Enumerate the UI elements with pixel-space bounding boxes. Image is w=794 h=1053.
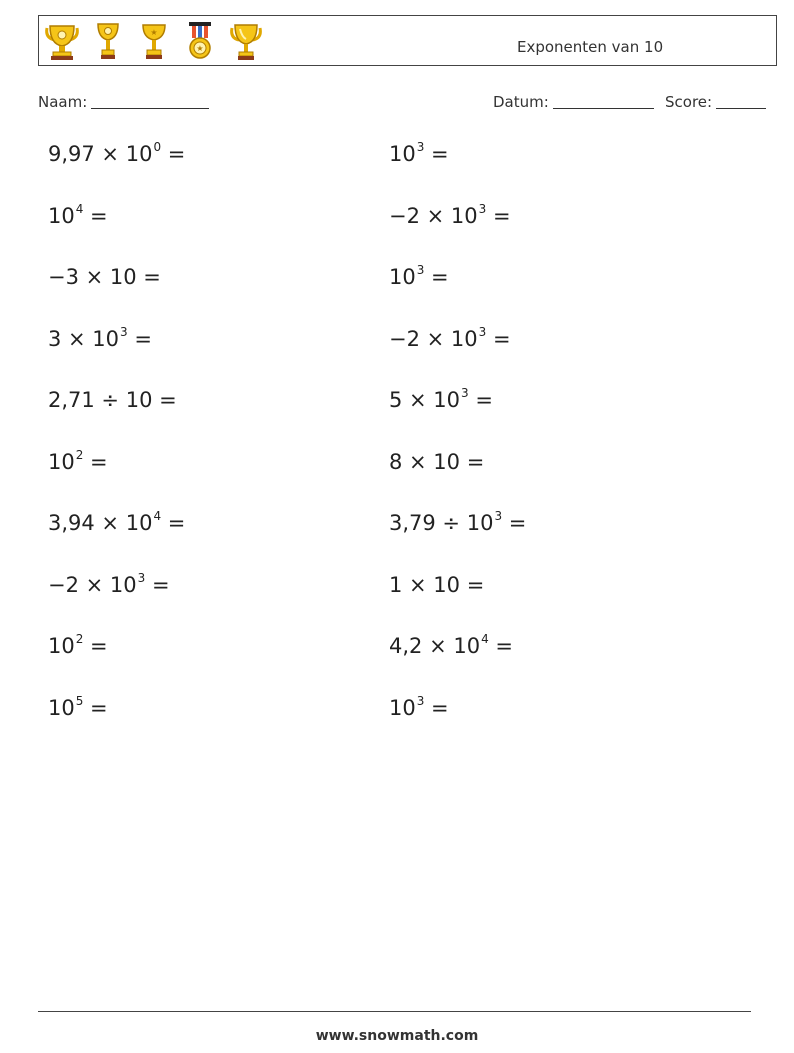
problem-row (48, 202, 748, 264)
problem-exponent: 3 (120, 324, 128, 339)
problem-base: 8 × 10 = (389, 449, 485, 474)
problem-left (48, 263, 162, 289)
problem-base: 10 (389, 265, 416, 289)
problem-base: 5 × 10 (389, 388, 461, 412)
problem-right (389, 202, 511, 228)
trophy-icon-strip (43, 20, 265, 62)
problem-exponent: 4 (75, 201, 84, 216)
worksheet-header (38, 15, 777, 66)
problem-equals: = (145, 572, 170, 597)
problem-equals: = (468, 388, 493, 412)
problem-row (48, 632, 748, 694)
problem-base: −2 × 10 (48, 572, 137, 597)
problem-base: 3 × 10 (48, 326, 120, 351)
problem-right (389, 509, 526, 535)
problem-left (48, 694, 108, 720)
problem-row (48, 509, 748, 571)
trophy-icon (89, 20, 127, 62)
problem-exponent: 3 (137, 570, 146, 585)
problem-equals: = (83, 449, 108, 474)
footer-site: www.snowmath.com (315, 1028, 479, 1044)
problem-exponent: 3 (461, 386, 469, 400)
problem-base: 10 (48, 634, 75, 658)
problem-exponent: 2 (75, 632, 84, 646)
trophy-icon (227, 20, 265, 62)
score-blank[interactable] (716, 94, 766, 109)
problem-exponent: 3 (478, 201, 487, 216)
problem-base: 4,2 × 10 (389, 634, 481, 658)
problem-base: 9,97 × 10 (48, 142, 153, 166)
problem-base: 3,79 ÷ 10 (389, 511, 494, 535)
problem-row (48, 386, 748, 448)
problem-equals: = (486, 203, 511, 228)
problem-base: 1 × 10 = (389, 572, 485, 597)
problem-equals: = (424, 695, 449, 720)
problem-left (48, 386, 178, 412)
problem-exponent: 5 (75, 693, 84, 708)
problem-base: 10 (48, 695, 75, 720)
problem-exponent: 3 (416, 140, 425, 154)
date-blank[interactable] (553, 94, 654, 109)
svg-text:★: ★ (150, 28, 158, 37)
problem-row (48, 325, 748, 387)
problem-equals: = (161, 142, 186, 166)
problem-right (389, 632, 513, 658)
problem-equals: = (161, 511, 186, 535)
problem-base: 3,94 × 10 (48, 511, 153, 535)
problem-left (48, 571, 170, 597)
trophy-icon (135, 20, 173, 62)
problem-exponent: 3 (478, 324, 487, 339)
problem-exponent: 4 (153, 509, 162, 523)
problem-right (389, 140, 449, 166)
medal-icon (181, 20, 219, 62)
problem-right (389, 386, 493, 412)
problem-base: −3 × 10 = (48, 265, 161, 289)
problem-right (389, 325, 511, 351)
problem-grid (48, 140, 748, 755)
problem-base: 10 (48, 203, 75, 228)
problem-left (48, 509, 185, 535)
problem-right (389, 448, 485, 474)
problem-exponent: 3 (494, 509, 503, 523)
problem-exponent: 3 (416, 263, 425, 277)
problem-base: 2,71 ÷ 10 = (48, 388, 177, 412)
problem-row (48, 448, 748, 510)
problem-exponent: 3 (416, 693, 425, 708)
date-field (493, 93, 654, 111)
problem-exponent: 0 (153, 140, 162, 154)
problem-equals: = (83, 634, 108, 658)
problem-equals: = (83, 695, 108, 720)
problem-row (48, 263, 748, 325)
problem-left (48, 448, 108, 474)
problem-equals: = (127, 326, 152, 351)
footer-divider (38, 1011, 751, 1012)
problem-equals: = (486, 326, 511, 351)
svg-text:★: ★ (196, 44, 204, 53)
score-field (665, 93, 766, 111)
problem-equals: = (83, 203, 108, 228)
problem-left (48, 202, 108, 228)
problem-row (48, 694, 748, 756)
problem-equals: = (424, 265, 449, 289)
problem-left (48, 325, 152, 351)
problem-right (389, 694, 449, 720)
name-label: Naam: (38, 93, 88, 111)
problem-row (48, 571, 748, 633)
problem-base: 10 (48, 449, 75, 474)
problem-base: −2 × 10 (389, 326, 478, 351)
score-label: Score: (665, 93, 713, 111)
problem-exponent: 4 (481, 632, 489, 646)
problem-exponent: 2 (75, 447, 84, 462)
problem-equals: = (424, 142, 449, 166)
name-field (38, 93, 209, 111)
problem-left (48, 632, 108, 658)
problem-equals: = (502, 511, 527, 535)
problem-equals: = (488, 634, 513, 658)
problem-base: −2 × 10 (389, 203, 478, 228)
problem-right (389, 263, 449, 289)
problem-base: 10 (389, 695, 416, 720)
worksheet-title: Exponenten van 10 (517, 38, 664, 56)
problem-right (389, 571, 485, 597)
trophy-icon (43, 20, 81, 62)
problem-left (48, 140, 185, 166)
name-blank[interactable] (91, 94, 209, 109)
problem-base: 10 (389, 142, 416, 166)
date-label: Datum: (493, 93, 549, 111)
problem-row (48, 140, 748, 202)
